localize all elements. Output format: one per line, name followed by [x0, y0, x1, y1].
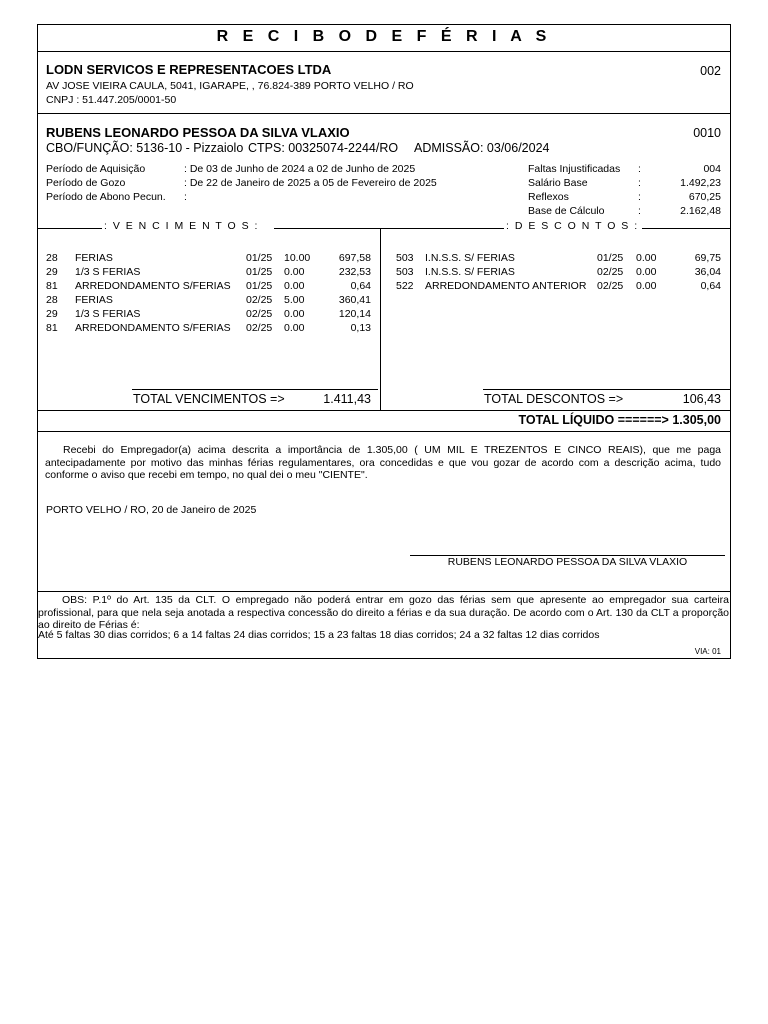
- summary-value: 004: [703, 163, 721, 175]
- period-label: Período de Aquisição: [46, 163, 146, 175]
- divider: [38, 51, 730, 52]
- obs-text: OBS: P.1º do Art. 135 da CLT. O empregado não poderá entrar em gozo das férias sem que apresente ao empregador sua carteira profissional, para que nela seja anotada a respectiva concessão do direito a férias e da sua duração. De acordo com o Art. 130 da CLT a proporção ao direito de Férias é:: [38, 594, 729, 631]
- company-name: LODN SERVICOS E REPRESENTACOES LTDA: [46, 62, 332, 77]
- vencimento-row: 81 ARREDONDAMENTO S/FERIAS 01/25 0.00 0,64: [46, 280, 371, 292]
- via-label: VIA: 01: [694, 647, 721, 656]
- period-label: Período de Abono Pecun.: [46, 191, 166, 203]
- receipt-text: Recebi do Empregador(a) acima descrita a importância de 1.305,00 ( UM MIL E TREZENTOS E CINCO REAIS), que me paga antecipadamente por motivo das minhas férias regulamentares, ora concedidas e que vou gozar de acordo com a descrição acima, tudo conforme o aviso que recebi em tempo, no qual dei o meu "CIENTE".: [45, 444, 721, 481]
- signature-name: RUBENS LEONARDO PESSOA DA SILVA VLAXIO: [447, 556, 688, 568]
- divider: [38, 431, 730, 432]
- total-descontos-label: TOTAL DESCONTOS =>: [484, 392, 624, 406]
- period-value: :: [184, 191, 187, 203]
- summary-value: 1.492,23: [680, 177, 721, 189]
- summary-sep: :: [638, 205, 641, 217]
- vencimento-row: 28 FERIAS 01/25 10.00 697,58: [46, 252, 371, 264]
- header-rule: [38, 228, 102, 229]
- divider: [38, 113, 730, 114]
- employee-admissao: ADMISSÃO: 03/06/2024: [414, 141, 550, 155]
- summary-label: Salário Base: [528, 177, 588, 189]
- header-rule: [642, 228, 730, 229]
- total-rule: [132, 389, 378, 390]
- company-cnpj: CNPJ : 51.447.205/0001-50: [46, 94, 177, 106]
- total-rule: [483, 389, 730, 390]
- period-value: : De 03 de Junho de 2024 a 02 de Junho de 2025: [184, 163, 416, 175]
- total-descontos-value: 106,43: [682, 392, 721, 406]
- header-rule: [274, 228, 504, 229]
- divider: [38, 410, 730, 411]
- employee-code: 0010: [693, 126, 721, 140]
- period-label: Período de Gozo: [46, 177, 126, 189]
- summary-label: Reflexos: [528, 191, 569, 203]
- company-address: AV JOSE VIEIRA CAULA, 5041, IGARAPE, , 76.824-389 PORTO VELHO / RO: [46, 80, 414, 92]
- employee-name: RUBENS LEONARDO PESSOA DA SILVA VLAXIO: [46, 125, 350, 140]
- summary-sep: :: [638, 177, 641, 189]
- divider: [38, 591, 730, 592]
- desconto-row: 503 I.N.S.S. S/ FERIAS 01/25 0.00 69,75: [396, 252, 721, 264]
- total-vencimentos-label: TOTAL VENCIMENTOS =>: [133, 392, 285, 406]
- desconto-row: 522 ARREDONDAMENTO ANTERIOR 02/25 0.00 0,64: [396, 280, 721, 292]
- document-title: R E C I B O D E F É R I A S: [216, 28, 552, 45]
- employee-cbo: CBO/FUNÇÃO: 5136-10 - Pizzaiolo: [46, 141, 244, 155]
- vencimento-row: 29 1/3 S FERIAS 01/25 0.00 232,53: [46, 266, 371, 278]
- summary-sep: :: [638, 191, 641, 203]
- summary-value: 2.162,48: [680, 205, 721, 217]
- descontos-header: : D E S C O N T O S :: [506, 220, 639, 232]
- employee-ctps: CTPS: 00325074-2244/RO: [248, 141, 399, 155]
- vencimentos-header: : V E N C I M E N T O S :: [104, 220, 259, 232]
- summary-label: Faltas Injustificadas: [528, 163, 621, 175]
- summary-value: 670,25: [688, 191, 721, 203]
- vencimento-row: 28 FERIAS 02/25 5.00 360,41: [46, 294, 371, 306]
- place-date: PORTO VELHO / RO, 20 de Janeiro de 2025: [46, 504, 257, 516]
- period-value: : De 22 de Janeiro de 2025 a 05 de Fevereiro de 2025: [184, 177, 437, 189]
- vencimento-row: 81 ARREDONDAMENTO S/FERIAS 02/25 0.00 0,13: [46, 322, 371, 334]
- summary-sep: :: [638, 163, 641, 175]
- total-liquido: TOTAL LÍQUIDO ======> 1.305,00: [518, 413, 721, 427]
- total-vencimentos-value: 1.411,43: [323, 392, 371, 406]
- obs-line2: Até 5 faltas 30 dias corridos; 6 a 14 faltas 24 dias corridos; 15 a 23 faltas 18 dias corridos; 24 a 32 faltas 12 dias corridos: [38, 629, 600, 641]
- summary-label: Base de Cálculo: [528, 205, 605, 217]
- vencimento-row: 29 1/3 S FERIAS 02/25 0.00 120,14: [46, 308, 371, 320]
- desconto-row: 503 I.N.S.S. S/ FERIAS 02/25 0.00 36,04: [396, 266, 721, 278]
- company-code: 002: [700, 64, 721, 78]
- receipt-sheet: [37, 24, 731, 659]
